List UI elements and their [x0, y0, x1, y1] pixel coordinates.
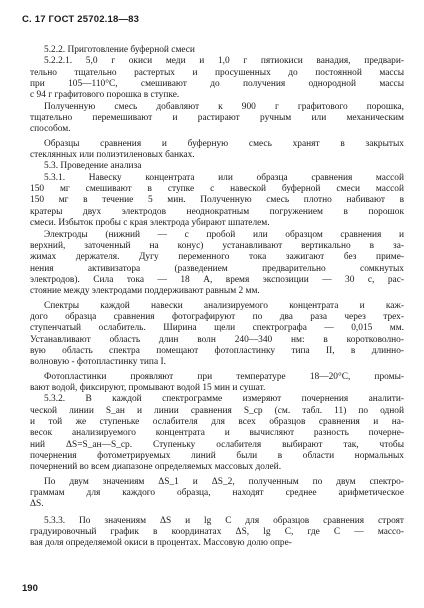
paragraph-h522: [30, 45, 404, 56]
text-line: весок анализируемого концентрата и вычисляют разность почерне-: [30, 428, 404, 439]
text-line: 5.2.2.1. 5,0 г окиси меди и 1,0 г пятиокиси ванадия, предвари-: [44, 56, 404, 67]
paragraph-p_mix: [30, 102, 404, 136]
paragraph-p5221: [30, 56, 404, 101]
document-body: [30, 45, 404, 550]
paragraph-p_mean: [30, 477, 404, 511]
text-line: вую область спектра помещают фотопластинку типа II, в длинно-: [30, 345, 404, 356]
text-line: Электроды (нижний — с пробой или образцом сравнения и: [44, 229, 404, 240]
text-line: 5.3.3. По значениям ΔS и lg C для образцов сравнения строят: [44, 515, 404, 526]
text-line: при 105—110°С, смешивают до получения однородной массы: [30, 79, 404, 90]
text-line: По двум значениям ΔS_1 и ΔS_2, полученным по двум спектро-: [44, 476, 404, 487]
text-line: способом.: [30, 124, 71, 135]
running-header: С. 17 ГОСТ 25702.18—83: [22, 14, 140, 25]
text-line: вая доля определяемой окиси в процентах. Массовую долю опре-: [30, 538, 292, 549]
paragraph-p_spectra: [30, 301, 404, 369]
text-line: почернения фотометрируемых линий были в области нормальных: [30, 451, 404, 462]
paragraph-h53: [30, 161, 404, 172]
text-line: нения активизатора (разведением предварительно сомкнутых: [30, 263, 404, 274]
text-line: тщательно перемешивают и растирают ручным или механическим: [30, 113, 404, 124]
text-line: стеклянных или полиэтиленовых банках.: [30, 150, 195, 161]
text-line: ΔS.: [30, 499, 44, 510]
text-line: градуировочный график в координатах ΔS, lg C, где C — массо-: [30, 527, 404, 538]
text-line: ческой линии S_ан и линии сравнения S_ср (см. табл. 11) по одной: [30, 405, 404, 416]
paragraph-p_develop: [30, 372, 404, 395]
paragraph-p_store: [30, 139, 404, 162]
text-line: кратеры двух электродов неоднократным погружением в порошок: [30, 206, 404, 217]
paragraph-p531: [30, 173, 404, 230]
text-line: дого образца сравнения фотографируют по два раза через трех-: [30, 311, 404, 322]
text-line: верхний, заточенный на конус) устанавливают вертикально в за-: [30, 240, 404, 251]
paragraph-p_elec: [30, 230, 404, 298]
text-line: Фотопластинки проявляют при температуре 18—20°С, промы-: [44, 371, 404, 382]
text-line: тельно тщательно растертых и просушенных до постоянной массы: [30, 67, 404, 78]
text-line: с 94 г графитового порошка в ступке.: [30, 90, 180, 101]
paragraph-p533: [30, 516, 404, 550]
text-line: 5.3.2. В каждой спектрограмме измеряют почернения аналити-: [44, 394, 404, 405]
text-line: 150 мг в течение 5 мин. Полученную смесь плотно набивают в: [30, 195, 404, 206]
text-line: 150 мг смешивают в ступке с навеской буферной смеси массой: [30, 184, 404, 195]
text-line: стояние между электродами поддерживают равным 2 мм.: [30, 286, 260, 297]
text-line: жимах держателя. Дугу переменного тока зажигают без приме-: [30, 252, 404, 263]
text-line: Устанавливают область длин волн 240—340 нм: в коротковолно-: [30, 334, 404, 345]
text-line: и той же ступеньке ослабителя для всех образцов сравнения и на-: [30, 417, 404, 427]
text-line: смеси. Избыток пробы с края электрода убирают шпателем.: [30, 218, 270, 229]
text-line: Полученную смесь добавляют к 900 г графитового порошка,: [44, 101, 404, 112]
text-line: 5.3.1. Навеску концентрата или образца сравнения массой: [44, 172, 404, 183]
text-line: граммам для каждого образца, находят среднее арифметическое: [30, 488, 404, 499]
text-line: Образцы сравнения и буферную смесь хранят в закрытых: [44, 138, 404, 149]
text-line: 5.2.2. Приготовление буферной смеси: [44, 45, 195, 55]
text-line: электродов). Сила тока — 18 А, время экспозиции — 30 с, рас-: [30, 274, 404, 285]
text-line: ступенчатый ослабитель. Ширина щели спектрографа — 0,015 мм.: [30, 323, 404, 334]
text-line: почернений во всем диапазоне определяемых массовых долей.: [30, 462, 282, 473]
page-number: 190: [22, 583, 38, 594]
paragraph-p532: [30, 394, 404, 473]
text-line: 5.3. Проведение анализа: [44, 161, 142, 172]
text-line: Спектры каждой навески анализируемого концентрата и каж-: [44, 300, 404, 311]
text-line: волновую - фотопластинку типа I.: [30, 357, 166, 368]
text-line: ний ΔS=S_ан—S_ср. Ступеньку ослабителя выбирают так, чтобы: [30, 439, 404, 450]
text-line: вают водой, фиксируют, промывают водой 15 мин и сушат.: [30, 382, 266, 393]
